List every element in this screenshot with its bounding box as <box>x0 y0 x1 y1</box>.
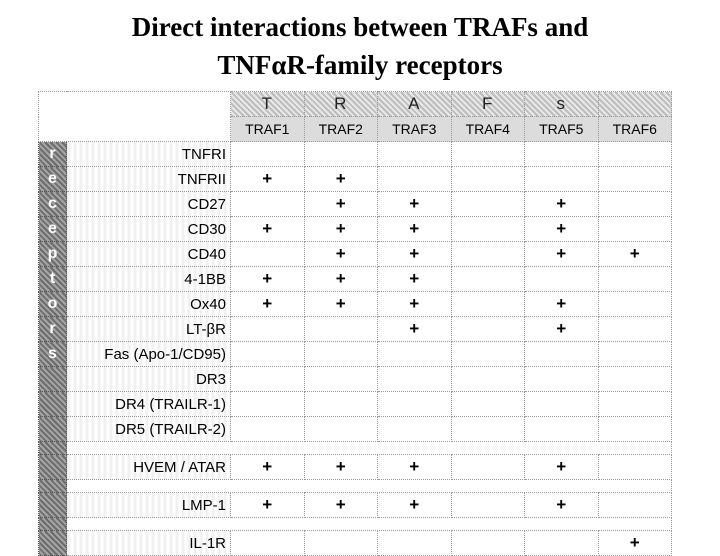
row-gap <box>39 518 672 531</box>
interaction-cell <box>525 531 599 556</box>
side-label-blank <box>39 480 67 493</box>
interaction-cell: + <box>525 292 599 317</box>
table-corner <box>39 92 231 142</box>
side-label-letter: e <box>39 217 67 242</box>
interaction-cell <box>598 192 672 217</box>
interaction-cell <box>304 531 378 556</box>
slide-title-line-2: TNFαR-family receptors <box>217 50 503 80</box>
interaction-cell <box>598 167 672 192</box>
interaction-cell <box>525 392 599 417</box>
interaction-cell <box>598 217 672 242</box>
receptor-name: DR5 (TRAILR-2) <box>67 417 231 442</box>
side-label-blank <box>39 367 67 392</box>
side-label-blank <box>39 417 67 442</box>
table-row <box>39 392 672 417</box>
gap-cell <box>67 518 672 531</box>
interaction-cell: + <box>231 493 305 518</box>
interaction-cell: + <box>304 292 378 317</box>
interaction-cell <box>598 342 672 367</box>
interaction-cell <box>378 342 452 367</box>
interaction-cell <box>451 342 525 367</box>
interaction-cell: + <box>378 292 452 317</box>
interaction-cell: + <box>304 217 378 242</box>
interaction-cell: + <box>304 267 378 292</box>
side-label-letter: o <box>39 292 67 317</box>
receptor-name: DR4 (TRAILR-1) <box>67 392 231 417</box>
interaction-cell: + <box>598 531 672 556</box>
interaction-cell: + <box>525 217 599 242</box>
interaction-cell <box>231 367 305 392</box>
receptor-name: LMP-1 <box>67 493 231 518</box>
table-row <box>39 142 672 167</box>
column-header: TRAF1 <box>231 117 305 142</box>
interaction-cell <box>525 417 599 442</box>
interaction-cell <box>451 493 525 518</box>
interaction-cell <box>451 392 525 417</box>
interaction-cell <box>598 493 672 518</box>
side-label-letter: r <box>39 317 67 342</box>
interaction-cell <box>451 367 525 392</box>
row-gap <box>39 442 672 455</box>
interaction-cell: + <box>598 242 672 267</box>
table-row <box>39 317 672 342</box>
interaction-cell <box>451 417 525 442</box>
interaction-cell: + <box>378 192 452 217</box>
table-row <box>39 531 672 556</box>
interaction-cell <box>231 192 305 217</box>
receptor-name: CD40 <box>67 242 231 267</box>
gap-cell <box>67 442 672 455</box>
super-header-cell: F <box>451 92 525 117</box>
interaction-cell: + <box>378 217 452 242</box>
interaction-cell <box>231 142 305 167</box>
interaction-cell <box>598 142 672 167</box>
interaction-cell: + <box>304 167 378 192</box>
column-header: TRAF3 <box>378 117 452 142</box>
interaction-cell: + <box>525 192 599 217</box>
interaction-cell <box>598 455 672 480</box>
interaction-cell <box>598 292 672 317</box>
side-label-blank <box>39 531 67 556</box>
table-row <box>39 267 672 292</box>
interaction-cell <box>451 455 525 480</box>
interaction-cell: + <box>378 455 452 480</box>
interaction-cell: + <box>525 455 599 480</box>
slide-title-line-1: Direct interactions between TRAFs and <box>131 12 589 42</box>
interaction-table-container <box>38 91 672 552</box>
interaction-cell <box>378 167 452 192</box>
receptor-name: 4-1BB <box>67 267 231 292</box>
side-label-letter: p <box>39 242 67 267</box>
interaction-cell <box>451 217 525 242</box>
table-row <box>39 192 672 217</box>
interaction-cell <box>304 367 378 392</box>
interaction-cell: + <box>304 242 378 267</box>
interaction-cell <box>304 392 378 417</box>
interaction-cell: + <box>378 493 452 518</box>
interaction-cell <box>451 531 525 556</box>
interaction-cell <box>598 267 672 292</box>
interaction-cell <box>598 367 672 392</box>
interaction-cell: + <box>304 192 378 217</box>
receptor-name: CD30 <box>67 217 231 242</box>
side-label-letter: t <box>39 267 67 292</box>
interaction-cell <box>378 417 452 442</box>
column-header: TRAF4 <box>451 117 525 142</box>
receptor-name: CD27 <box>67 192 231 217</box>
side-label-blank <box>39 455 67 480</box>
interaction-cell <box>525 342 599 367</box>
table-row <box>39 242 672 267</box>
side-label-blank <box>39 392 67 417</box>
interaction-cell <box>231 392 305 417</box>
column-header: TRAF6 <box>598 117 672 142</box>
interaction-cell <box>231 417 305 442</box>
table-row <box>39 167 672 192</box>
side-label-blank <box>39 493 67 518</box>
interaction-cell: + <box>525 242 599 267</box>
interaction-cell <box>231 531 305 556</box>
receptor-name: DR3 <box>67 367 231 392</box>
interaction-cell <box>598 392 672 417</box>
interaction-cell <box>451 142 525 167</box>
interaction-cell <box>378 367 452 392</box>
row-gap <box>39 480 672 493</box>
super-header-row <box>39 92 672 117</box>
interaction-cell: + <box>378 267 452 292</box>
interaction-cell: + <box>231 455 305 480</box>
table-row <box>39 217 672 242</box>
super-header-cell: R <box>304 92 378 117</box>
side-label-letter: r <box>39 142 67 167</box>
interaction-cell: + <box>231 167 305 192</box>
side-label-letter: e <box>39 167 67 192</box>
interaction-cell <box>304 142 378 167</box>
interaction-cell <box>304 342 378 367</box>
column-header: TRAF2 <box>304 117 378 142</box>
interaction-cell: + <box>378 317 452 342</box>
receptor-name: Fas (Apo-1/CD95) <box>67 342 231 367</box>
interaction-cell: + <box>304 455 378 480</box>
gap-cell <box>67 480 672 493</box>
interaction-cell <box>231 317 305 342</box>
table-row <box>39 417 672 442</box>
interaction-cell <box>231 242 305 267</box>
interaction-cell: + <box>304 493 378 518</box>
interaction-cell: + <box>525 493 599 518</box>
interaction-cell: + <box>525 317 599 342</box>
interaction-cell <box>451 167 525 192</box>
super-header-cell: s <box>525 92 599 117</box>
table-row <box>39 367 672 392</box>
table-row <box>39 292 672 317</box>
side-label-letter: c <box>39 192 67 217</box>
interaction-cell <box>525 367 599 392</box>
super-header-cell <box>598 92 672 117</box>
interaction-cell <box>451 242 525 267</box>
interaction-cell <box>451 317 525 342</box>
interaction-cell <box>525 167 599 192</box>
interaction-cell: + <box>231 292 305 317</box>
table-body <box>39 142 672 556</box>
interaction-cell <box>525 142 599 167</box>
receptor-name: HVEM / ATAR <box>67 455 231 480</box>
interaction-cell <box>525 267 599 292</box>
interaction-cell <box>598 417 672 442</box>
interaction-cell <box>451 192 525 217</box>
receptor-name: IL-1R <box>67 531 231 556</box>
interaction-cell <box>378 392 452 417</box>
side-label-blank <box>39 442 67 455</box>
interaction-cell: + <box>231 267 305 292</box>
column-header: TRAF5 <box>525 117 599 142</box>
interaction-cell: + <box>378 242 452 267</box>
table-row <box>39 342 672 367</box>
super-header-cell: A <box>378 92 452 117</box>
receptor-name: Ox40 <box>67 292 231 317</box>
interaction-cell <box>378 142 452 167</box>
side-label-blank <box>39 518 67 531</box>
side-label-letter: s <box>39 342 67 367</box>
table-row <box>39 493 672 518</box>
interaction-cell <box>231 342 305 367</box>
interaction-cell <box>304 417 378 442</box>
receptor-name: TNFRII <box>67 167 231 192</box>
receptor-name: TNFRI <box>67 142 231 167</box>
interaction-table <box>38 91 672 556</box>
interaction-cell <box>451 267 525 292</box>
super-header-cell: T <box>231 92 305 117</box>
receptor-name: LT-βR <box>67 317 231 342</box>
interaction-cell <box>304 317 378 342</box>
table-row <box>39 455 672 480</box>
interaction-cell <box>378 531 452 556</box>
interaction-cell <box>598 317 672 342</box>
interaction-cell <box>451 292 525 317</box>
interaction-cell: + <box>231 217 305 242</box>
